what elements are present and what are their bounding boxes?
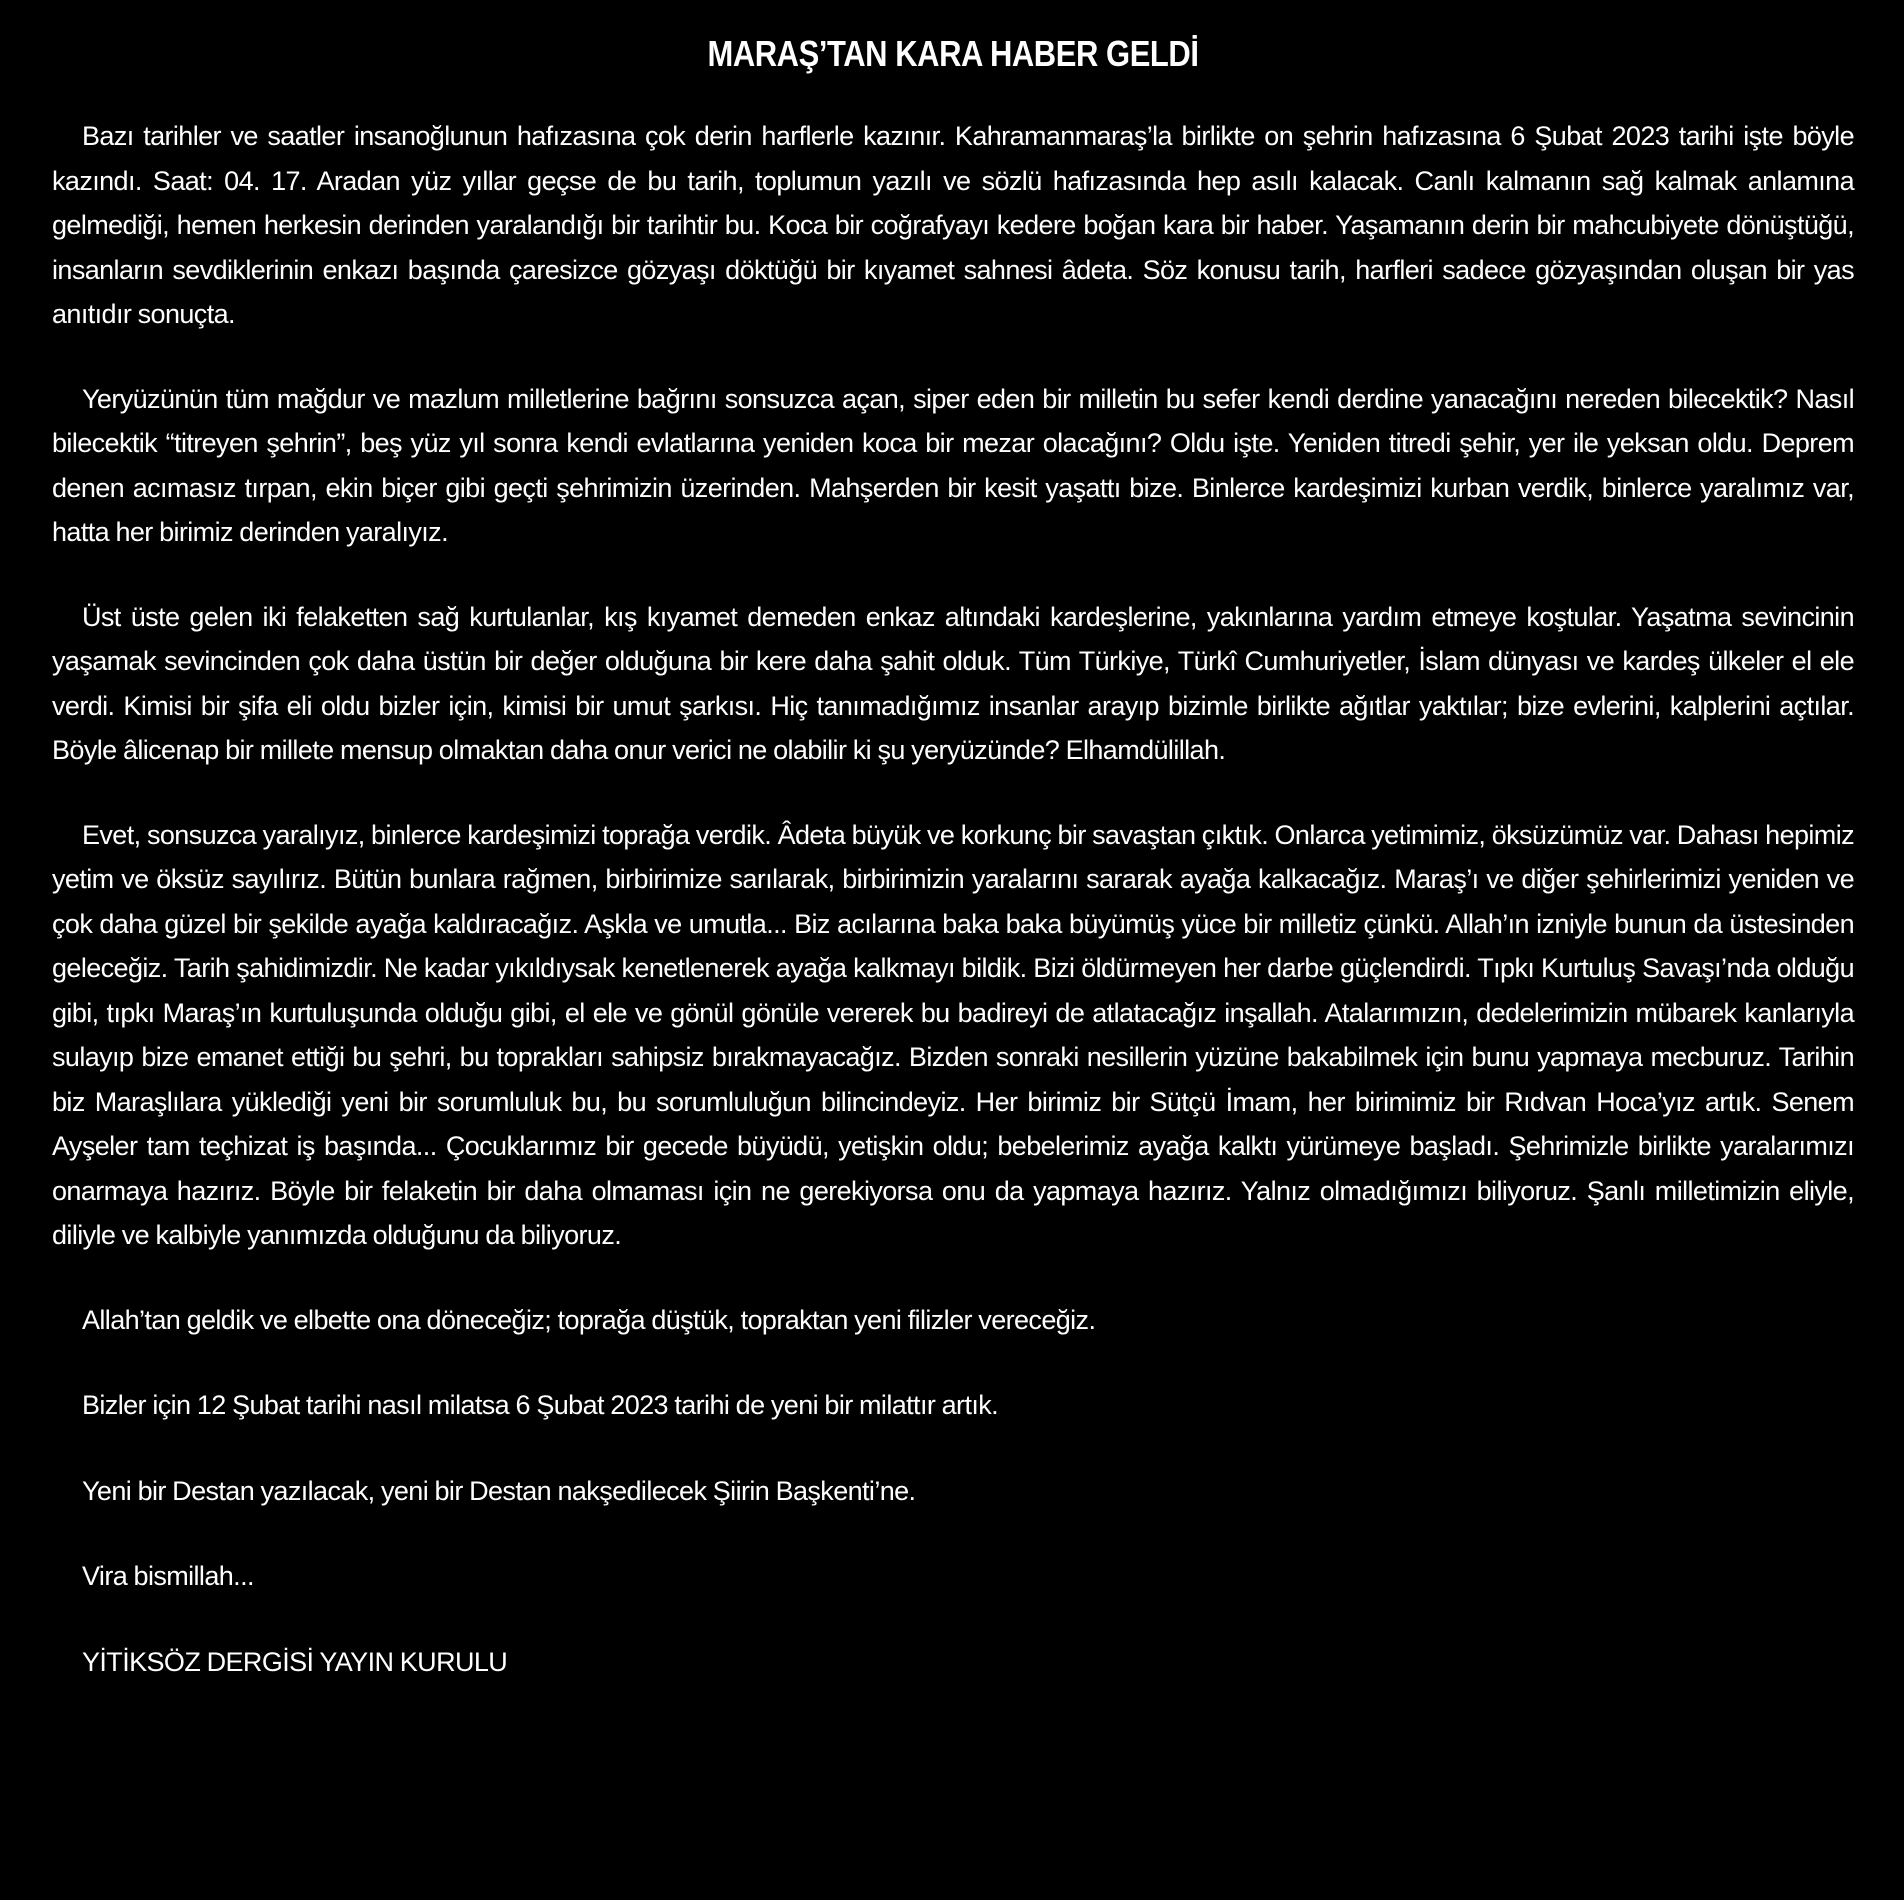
paragraph-3: Üst üste gelen iki felaketten sağ kurtulanlar, kış kıyamet demeden enkaz altındaki kardeşlerine, yakınlarına yardım etmeye koştular. Yaşatma sevincinin yaşamak sevincinden çok daha üstün bir değer olduğuna bir kere daha şahit olduk. Tüm Türkiye, Türkî Cumhuriyetler, İslam dünyası ve kardeş ülkeler el ele verdi. Kimisi bir şifa eli oldu bizler için, kimisi bir umut şarkısı. Hiç tanımadığımız insanlar arayıp bizimle birlikte ağıtlar yaktılar; bize evlerini, kalplerini açtılar. Böyle âlicenap bir millete mensup olmaktan daha onur verici ne olabilir ki şu yeryüzünde? Elhamdülillah. bbox=[52, 601, 1854, 765]
signature-line: YİTİKSÖZ DERGİSİ YAYIN KURULU bbox=[82, 1646, 508, 1677]
paragraph-2: Yeryüzünün tüm mağdur ve mazlum milletlerine bağrını sonsuzca açan, siper eden bir milletin bu sefer kendi derdine yanacağını nereden bilecektik? Nasıl bilecektik “titreyen şehrin”, beş yüz yıl sonra kendi evlatlarına yeniden koca bir mezar olacağını? Oldu işte. Yeniden titredi şehir, yer ile yeksan oldu. Deprem denen acımasız tırpan, ekin biçer gibi geçti şehrimizin üzerinden. Mahşerden bir kesit yaşattı bize. Binlerce kardeşimizi kurban verdik, binlerce yaralımız var, hatta her birimiz derinden yaralıyız. bbox=[52, 383, 1854, 547]
paragraph-4: Evet, sonsuzca yaralıyız, binlerce kardeşimizi toprağa verdik. Âdeta büyük ve korkunç bir savaştan çıktık. Onlarca yetimimiz, öksüzümüz var. Dahası hepimiz yetim ve öksüz sayılırız. Bütün bunlara rağmen, birbirimize sarılarak, birbirimizin yaralarını sararak ayağa kalkacağız. Maraş’ı ve diğer şehirlerimizi yeniden ve çok daha güzel bir şekilde ayağa kaldıracağız. Aşkla ve umutla... Biz acılarına baka baka büyümüş yüce bir milletiz çünkü. Allah’ın izniyle bunun da üstesinden geleceğiz. Tarih şahidimizdir. Ne kadar yıkıldıysak kenetlenerek ayağa kalkmayı bildik. Bizi öldürmeyen her darbe güçlendirdi. Tıpkı Kurtuluş Savaşı’nda olduğu gibi, tıpkı Maraş’ın kurtuluşunda olduğu gibi, el ele ve gönül gönüle vererek bu badireyi de atlatacağız inşallah. Atalarımızın, dedelerimizin mübarek kanlarıyla sulayıp bize emanet ettiği bu şehri, bu toprakları sahipsiz bırakmayacağız. Bizden sonraki nesillerin yüzüne bakabilmek için bunu yapmaya mecburuz. Tarihin biz Maraşlılara yüklediği yeni bir sorumluluk bu, bu sorumluluğun bilincindeyiz. Her birimiz bir Sütçü İmam, her birimimiz bir Rıdvan Hoca’yız artık. Senem Ayşeler tam teçhizat iş başında... Çocuklarımız bir gecede büyüdü, yetişkin oldu; bebelerimiz ayağa kalktı yürümeye başladı. Şehrimizle birlikte yaralarımızı onarmaya hazırız. Böyle bir felaketin bir daha olmaması için ne gerekiyorsa onu da yapmaya hazırız. Yalnız olmadığımızı biliyoruz. Şanlı milletimizin eliyle, diliyle ve kalbiyle yanımızda olduğunu da biliyoruz. bbox=[52, 819, 1854, 1250]
document-title: MARAŞ’TAN KARA HABER GELDİ bbox=[707, 33, 1199, 74]
closing-line-3: Yeni bir Destan yazılacak, yeni bir Destan nakşedilecek Şiirin Başkenti’ne. bbox=[82, 1475, 916, 1506]
closing-line-1: Allah’tan geldik ve elbette ona döneceğiz; toprağa düştük, topraktan yeni filizler vereceğiz. bbox=[82, 1304, 1096, 1335]
closing-line-4: Vira bismillah... bbox=[82, 1561, 254, 1591]
document-body bbox=[52, 114, 1854, 1684]
document-page bbox=[52, 30, 1854, 1684]
paragraph-1: Bazı tarihler ve saatler insanoğlunun hafızasına çok derin harflerle kazınır. Kahramanmaraş’la birlikte on şehrin hafızasına 6 Şubat 2023 tarihi işte böyle kazındı. Saat: 04. 17. Aradan yüz yıllar geçse de bu tarih, toplumun yazılı ve sözlü hafızasında hep asılı kalacak. Canlı kalmanın sağ kalmak anlamına gelmediği, hemen herkesin derinden yaralandığı bir tarihtir bu. Koca bir coğrafyayı kedere boğan kara bir haber. Yaşamanın derin bir mahcubiyete dönüştüğü, insanların sevdiklerinin enkazı başında çaresizce gözyaşı döktüğü bir kıyamet sahnesi âdeta. Söz konusu tarih, harfleri sadece gözyaşından oluşan bir yas anıtıdır sonuçta. bbox=[52, 121, 1854, 329]
closing-line-2: Bizler için 12 Şubat tarihi nasıl milatsa 6 Şubat 2023 tarihi de yeni bir milattır artık. bbox=[82, 1390, 999, 1420]
